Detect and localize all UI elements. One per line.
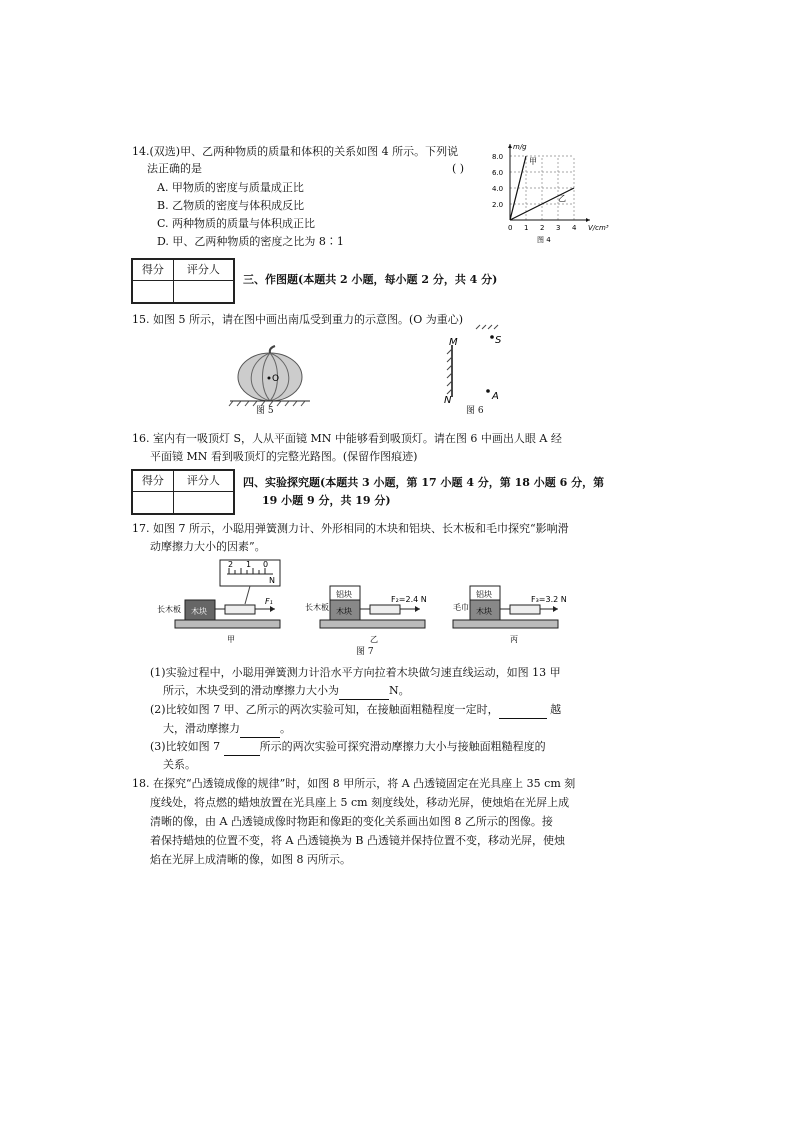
figure-6-caption: 图 6 <box>466 406 484 416</box>
grader-label: 评分人 <box>173 260 233 281</box>
q17-part3-line2: 关系。 <box>163 758 196 771</box>
q14-option-d[interactable]: D. 甲、乙两种物质的密度之比为 8∶1 <box>157 235 344 248</box>
q17-line2: 动摩擦力大小的因素”。 <box>150 540 266 553</box>
series-label-yi: 乙 <box>558 193 566 203</box>
q17-blank-2[interactable] <box>499 701 547 719</box>
pumpkin-center-label: O <box>272 374 280 384</box>
y-tick-label: 6.0 <box>492 169 504 177</box>
q15-stem: 15. 如图 5 所示，请在图中画出南瓜受到重力的示意图。(O 为重心) <box>132 313 464 326</box>
q18-line1: 18. 在探究“凸透镜成像的规律”时，如图 8 甲所示，将 A 凸透镜固定在光具座上 35 cm 刻 <box>132 777 576 790</box>
eye-label: A <box>492 391 499 402</box>
svg-text:N: N <box>269 576 275 585</box>
figure-7-caption: 图 7 <box>356 647 374 657</box>
x-tick-label: 3 <box>556 224 561 232</box>
score-label: 得分 <box>133 471 174 492</box>
q17-part1-line2: 所示，木块受到的滑动摩擦力大小为 N。 <box>163 682 410 700</box>
series-label-jia: 甲 <box>529 157 537 166</box>
q17-blank-1[interactable] <box>339 682 389 700</box>
svg-text:铝块: 铝块 <box>476 590 492 599</box>
q17-part3-line1: (3)比较如图 7 所示的两次实验可探究滑动摩擦力大小与接触面粗糙程度的 <box>150 738 605 756</box>
q18-line3: 清晰的像，由 A 凸透镜成像时物距和像距的变化关系画出如图 8 乙所示的图像。接 <box>150 815 553 828</box>
figure-4-chart <box>490 140 609 248</box>
y-axis-arrow <box>508 144 512 148</box>
section3-title: 三、作图题(本题共 2 小题，每小题 2 分，共 4 分) <box>243 273 498 286</box>
y-tick-label: 8.0 <box>492 153 504 161</box>
x-axis-label: V/cm³ <box>588 224 609 232</box>
svg-text:丙: 丙 <box>510 635 518 644</box>
score-cell[interactable] <box>133 492 174 514</box>
x-axis-arrow <box>586 218 590 222</box>
q17-part2-line1: (2)比较如图 7 甲、乙所示的两次实验可知，在接触面粗糙程度一定时， 越 <box>150 701 605 719</box>
score-label: 得分 <box>133 260 174 281</box>
score-box-section3 <box>131 258 235 304</box>
svg-text:乙: 乙 <box>370 635 378 644</box>
figure-6-mirror <box>440 325 520 410</box>
panel-bing <box>453 586 567 644</box>
x-tick-label: 1 <box>524 224 529 232</box>
score-box-section4 <box>131 469 235 515</box>
score-cell[interactable] <box>133 281 174 303</box>
svg-text:长木板: 长木板 <box>305 603 329 612</box>
svg-text:甲: 甲 <box>227 635 235 644</box>
svg-text:1: 1 <box>246 560 252 569</box>
x-tick-label: 4 <box>572 224 577 232</box>
x-tick-label: 0 <box>508 224 513 232</box>
grader-label: 评分人 <box>173 471 233 492</box>
q14-option-c[interactable]: C. 两种物质的质量与体积成正比 <box>157 217 316 230</box>
q18-line4: 着保持蜡烛的位置不变，将 A 凸透镜换为 B 凸透镜并保持位置不变，移动光屏，使烛 <box>150 834 566 847</box>
q14-option-a[interactable]: A. 甲物质的密度与质量成正比 <box>157 181 304 194</box>
q17-blank-4[interactable] <box>224 738 260 756</box>
q18-line5: 焰在光屏上成清晰的像，如图 8 丙所示。 <box>150 853 351 866</box>
lamp-label: S <box>495 335 502 346</box>
figure-5-caption: 图 5 <box>256 406 274 416</box>
svg-text:毛巾: 毛巾 <box>453 603 469 612</box>
svg-text:木块: 木块 <box>476 607 492 616</box>
grader-cell[interactable] <box>173 281 233 303</box>
q14-answer-bracket[interactable]: ( ) <box>452 162 465 175</box>
q16-line1: 16. 室内有一吸顶灯 S，人从平面镜 MN 中能够看到吸顶灯。请在图 6 中画出人眼 A 经 <box>132 432 562 445</box>
section4-line2: 19 小题 9 分，共 19 分) <box>262 494 391 507</box>
svg-text:铝块: 铝块 <box>336 590 352 599</box>
svg-text:2: 2 <box>228 560 234 569</box>
q17-part2-line2: 大，滑动摩擦力 。 <box>163 720 291 738</box>
q17-blank-3[interactable] <box>240 720 280 738</box>
svg-text:木块: 木块 <box>336 607 352 616</box>
y-axis-label: m/g <box>513 143 527 151</box>
svg-text:0: 0 <box>263 560 269 569</box>
q14-stem-line2: 法正确的是 <box>147 162 202 175</box>
q18-line2: 度线处，将点燃的蜡烛放置在光具座上 5 cm 刻度线处，移动光屏，使烛焰在光屏上成 <box>150 796 570 809</box>
q16-line2: 平面镜 MN 看到吸顶灯的完整光路图。(保留作图痕迹) <box>150 450 418 463</box>
svg-text:F₂=2.4 N: F₂=2.4 N <box>391 595 427 604</box>
q14-option-b[interactable]: B. 乙物质的密度与体积成反比 <box>157 199 305 212</box>
figure-7-friction <box>155 558 575 653</box>
y-tick-label: 2.0 <box>492 201 504 209</box>
grader-cell[interactable] <box>173 492 233 514</box>
svg-text:F₃=3.2 N: F₃=3.2 N <box>531 595 567 604</box>
svg-text:F₁: F₁ <box>265 597 273 606</box>
mirror-bottom-label: N <box>444 395 452 406</box>
mirror-top-label: M <box>449 337 458 348</box>
svg-text:木块: 木块 <box>191 607 207 616</box>
q17-line1: 17. 如图 7 所示，小聪用弹簧测力计、外形相同的木块和铝块、长木板和毛巾探究“影响滑 <box>132 522 569 535</box>
section4-line1: 四、实验探究题(本题共 3 小题，第 17 小题 4 分，第 18 小题 6 分，第 <box>243 476 605 489</box>
q17-part1-line1: (1)实验过程中，小聪用弹簧测力计沿水平方向拉着木块做匀速直线运动，如图 13 甲 <box>150 666 561 679</box>
panel-yi <box>305 586 427 644</box>
figure-4-caption: 图 4 <box>537 236 551 244</box>
panel-jia <box>157 560 280 644</box>
svg-text:长木板: 长木板 <box>157 605 181 614</box>
q14-stem-line1: 14.(双选)甲、乙两种物质的质量和体积的关系如图 4 所示。下列说 <box>132 145 459 158</box>
x-tick-label: 2 <box>540 224 545 232</box>
y-tick-label: 4.0 <box>492 185 504 193</box>
